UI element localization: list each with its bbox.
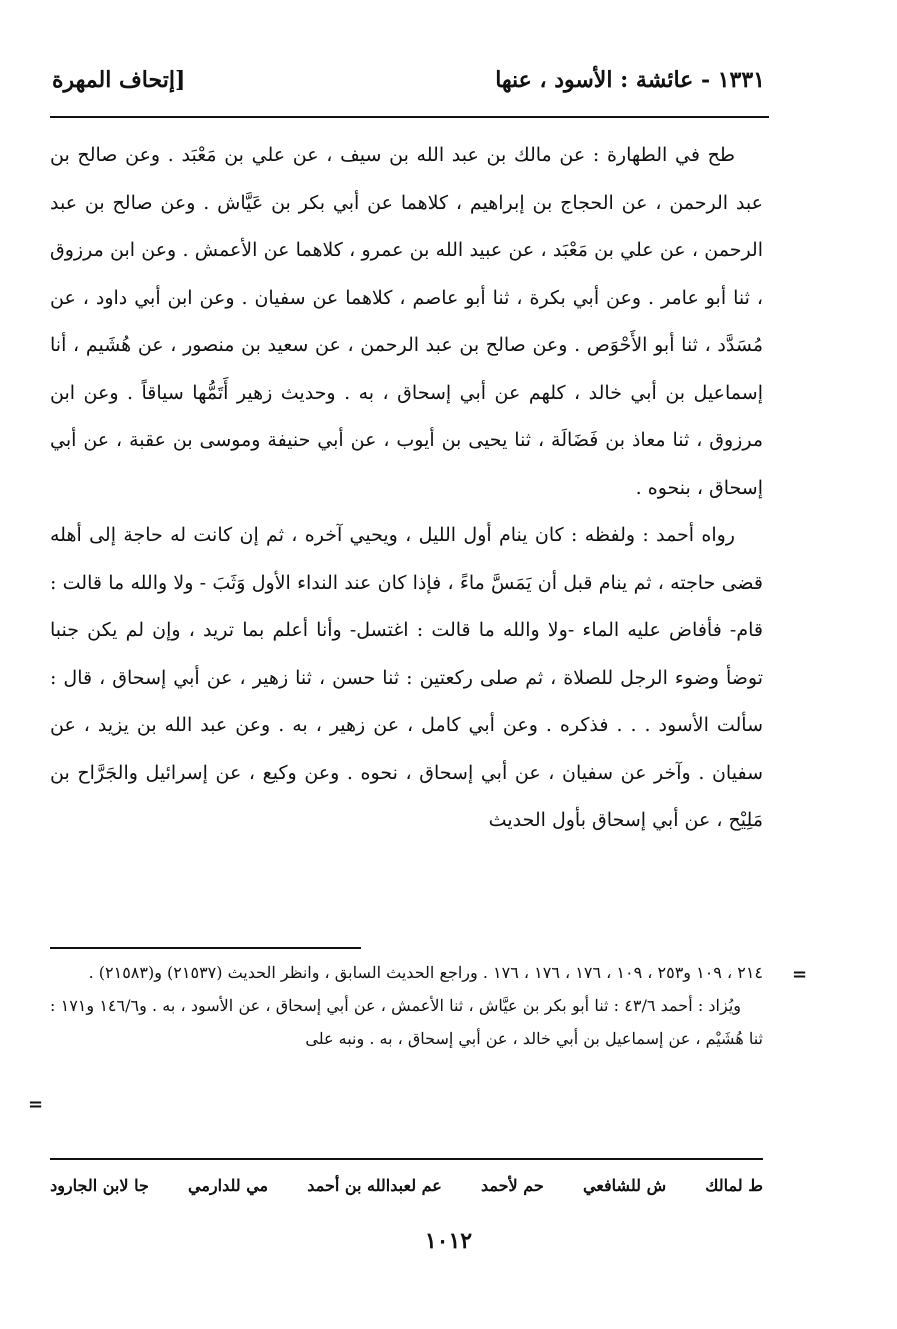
legend-item-malik: ط لمالك xyxy=(705,1176,763,1195)
footnote-divider xyxy=(50,947,361,949)
legend-item-abdullah: عم لعبدالله بن أحمد xyxy=(307,1176,442,1195)
header-hadith-title: ١٣٣١ - عائشة : الأسود ، عنها xyxy=(495,67,765,93)
legend-item-darimi: مي للدارمي xyxy=(188,1176,269,1195)
legend-item-ahmad: حم لأحمد xyxy=(481,1176,544,1195)
paragraph-ahmad: رواه أحمد : ولفظه : كان ينام أول الليل ، ويحيي آخره ، ثم إن كانت له حاجة إلى أهله قضى حاجته ، ثم ينام قبل أن يَمَسَّ ماءً ، فإذا كان عند النداء الأول وَثَبَ - ولا والله ما قالت : قام- فأفاض عليه الماء -ولا والله ما قالت : اغتسل- وأنا أعلم بما تريد ، وإن لم يكن جنبا توضأ وضوء الرجل للصلاة ، ثم صلى ركعتين : ثنا حسن ، ثنا زهير ، عن أبي إسحاق ، قال : سألت الأسود . . . فذكره . وعن أبي كامل ، عن زهير ، به . وعن عبد الله بن يزيد ، عن سفيان . وآخر عن سفيان ، عن أبي إسحاق ، نحوه . وعن وكيع ، عن إسرائيل والجَرَّاح بن مَلِيْح ، عن أبي إسحاق بأول الحديث xyxy=(50,524,763,831)
legend-divider xyxy=(50,1158,763,1160)
header-book-title: [إتحاف المهرة xyxy=(52,67,186,93)
footnotes xyxy=(50,956,763,1055)
main-text xyxy=(50,132,763,845)
header-divider xyxy=(50,116,769,118)
footnote-continuation-mark: = xyxy=(792,964,808,985)
footnote-continues-mark: = xyxy=(28,1094,44,1115)
legend-item-ibn-jarud: جا لابن الجارود xyxy=(50,1176,149,1195)
page-header xyxy=(52,58,765,102)
footnote-references: ٢١٤ ، ١٠٩ و٢٥٣ ، ١٠٩ ، ١٧٦ ، ١٧٦ ، ١٧٦ . وراجع الحديث السابق ، وانظر الحديث (٢١٥٣٧) و(٢١٥٨٣) . xyxy=(88,963,763,982)
legend-item-shafii: ش للشافعي xyxy=(582,1176,667,1195)
symbols-legend xyxy=(50,1170,763,1202)
footnote-additions: ويُزاد : أحمد ٤٣/٦ : ثنا أبو بكر بن عيَّاش ، ثنا الأعمش ، عن أبي إسحاق ، عن الأسود ، به . و١٤٦/٦ و١٧١ : ثنا هُشَيْم ، عن إسماعيل بن أبي خالد ، عن أبي إسحاق ، به . ونبه على xyxy=(50,996,763,1048)
page-number: ١٠١٢ xyxy=(424,1228,473,1254)
paragraph-tahawi: طح في الطهارة : عن مالك بن عبد الله بن سيف ، عن علي بن مَعْبَد . وعن صالح بن عبد الرحمن ، عن الحجاج بن إبراهيم ، كلاهما عن أبي بكر بن عَيَّاش . وعن صالح بن عبد الرحمن ، عن علي بن مَعْبَد ، عن عبيد الله بن عمرو ، كلاهما عن الأعمش . وعن ابن مرزوق ، ثنا أبو عامر . وعن أبي بكرة ، ثنا أبو عاصم ، كلاهما عن سفيان . وعن ابن أبي داود ، عن مُسَدَّد ، ثنا أبو الأَحْوَص . وعن صالح بن عبد الرحمن ، عن سعيد بن منصور ، عن هُشَيم ، أنا إسماعيل بن أبي خالد ، كلهم عن أبي إسحاق ، به . وحديث زهير أَتَمُّها سياقاً . وعن ابن مرزوق ، ثنا معاذ بن فَضَالَة ، ثنا يحيى بن أيوب ، عن أبي حنيفة وموسى بن عقبة ، عن أبي إسحاق ، بنحوه . xyxy=(50,144,763,499)
